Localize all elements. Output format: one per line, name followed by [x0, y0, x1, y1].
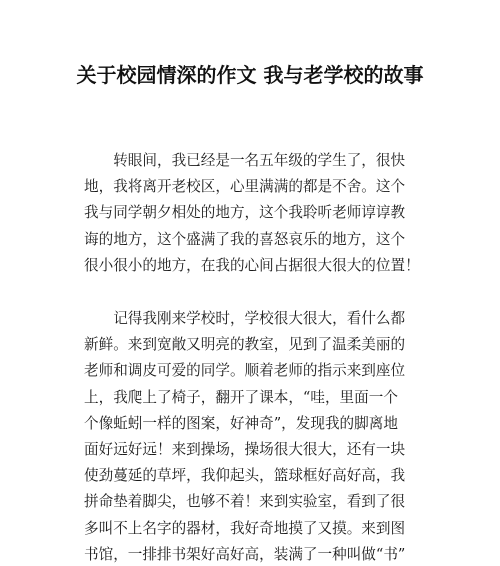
paragraph-2: [84, 306, 434, 566]
paragraph-line: 个像蚯蚓一样的图案，好神奇”，发现我的脚离地: [84, 414, 398, 432]
paragraph-line: 使劲蔓延的草坪，我仰起头，篮球框好高好高，我: [84, 467, 406, 485]
paragraph-line: 书馆，一排排书架好高好高，装满了一种叫做“书”: [84, 545, 406, 563]
paragraph-line: 诲的地方，这个盛满了我的喜怒哀乐的地方，这个: [84, 230, 406, 248]
paragraph-line: 拼命垫着脚尖，也够不着！来到实验室，看到了很: [84, 493, 406, 511]
paragraph-line: 多叫不上名字的器材，我好奇地摸了又摸。来到图: [84, 519, 406, 537]
paragraph-line: 转眼间，我已经是一名五年级的学生了，很快: [113, 152, 406, 169]
paragraph-line: 上，我爬上了椅子，翻开了课本，“哇，里面一个: [84, 388, 398, 406]
paragraph-line: 我与同学朝夕相处的地方，这个我聆听老师谆谆教: [84, 204, 406, 222]
document-title: 关于校园情深的作文 我与老学校的故事: [76, 63, 424, 87]
paragraph-line: 地，我将离开老校区，心里满满的都是不舍。这个: [84, 178, 406, 196]
paragraph-line: 老师和调皮可爱的同学。顺着老师的指示来到座位: [84, 362, 406, 380]
paragraph-line: 新鲜。来到宽敞又明亮的教室，见到了温柔美丽的: [84, 336, 406, 354]
paragraph-line: 记得我刚来学校时，学校很大很大，看什么都: [113, 310, 406, 327]
paragraph-1: [84, 148, 434, 279]
paragraph-line: 面好远好远！来到操场，操场很大很大，还有一块: [84, 441, 406, 459]
paragraph-line: 很小很小的地方，在我的心间占据很大很大的位置！: [84, 256, 420, 274]
